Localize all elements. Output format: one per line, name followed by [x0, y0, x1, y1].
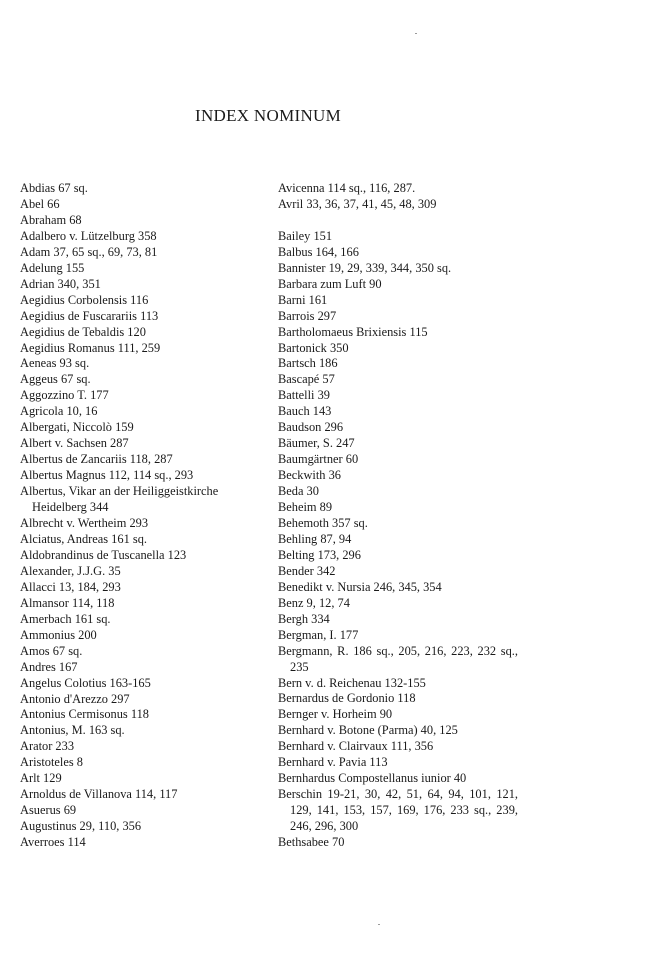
- index-entry: Behemoth 357 sq.: [278, 516, 368, 530]
- index-entry: Albert v. Sachsen 287: [20, 436, 129, 451]
- index-entry: Benz 9, 12, 74: [278, 595, 350, 610]
- index-entry: Bernhard v. Pavia 113: [278, 755, 388, 770]
- index-entry: Bartholomaeus Brixiensis 115: [278, 324, 428, 339]
- index-entry: Bender 342: [278, 563, 336, 578]
- index-entry: Avicenna 114 sq., 116, 287.: [278, 181, 416, 195]
- index-entry: Adalbero v. Lützelburg 358: [20, 228, 157, 243]
- index-entry: Albrecht v. Wertheim 293: [20, 516, 149, 531]
- index-entry: Albertus, Vikar an der Heiliggeistkirche Heidelberg 344: [20, 484, 219, 515]
- index-entry: Andres 167: [20, 659, 78, 674]
- index-entry: Antonius Cermisonus 118: [20, 707, 149, 722]
- index-entry: Baumgärtner 60: [278, 452, 359, 467]
- index-entry: Aegidius Romanus 111, 259: [20, 340, 161, 355]
- index-entry: Belting 173, 296: [278, 547, 361, 562]
- index-entry: Abel 66: [20, 196, 60, 211]
- index-entry: Bernhardus Compostellanus iunior 40: [278, 771, 467, 786]
- index-entry: Beckwith 36: [278, 468, 341, 483]
- index-entry: Asuerus 69: [20, 803, 77, 818]
- index-entry: Bethsabee 70: [278, 835, 345, 850]
- index-entry: Beda 30: [278, 484, 319, 499]
- index-entry: Bannister 19, 29, 339, 344, 350 sq.: [278, 260, 452, 275]
- index-column-left: [20, 181, 264, 851]
- index-entry: Bascapé 57: [278, 372, 335, 387]
- index-entry: Bailey 151: [278, 228, 333, 243]
- index-entry: Beheim 89: [278, 500, 333, 515]
- index-entry: Aggeus 67 sq.: [20, 372, 91, 387]
- index-entry: Bartonick 350: [278, 340, 349, 355]
- index-entry: Bernardus de Gordonio 118: [278, 691, 416, 706]
- index-column-right: [278, 181, 518, 851]
- index-entry: Bäumer, S. 247: [278, 436, 355, 451]
- index-entry: Avril 33, 36, 37, 41, 45, 48, 309: [278, 196, 437, 211]
- index-entry: Ammonius 200: [20, 627, 97, 642]
- index-entry: Abraham 68: [20, 212, 82, 227]
- index-entry: Behling 87, 94: [278, 531, 352, 546]
- index-entry: Bernhard v. Clairvaux 111, 356: [278, 739, 434, 754]
- index-entry: Almansor 114, 118: [20, 595, 115, 610]
- index-entry: Alciatus, Andreas 161 sq.: [20, 531, 147, 546]
- index-entry: Augustinus 29, 110, 356: [20, 819, 142, 834]
- index-entry: Aegidius Corbolensis 116: [20, 292, 149, 307]
- index-entry: Alexander, J.J.G. 35: [20, 563, 121, 578]
- index-entry: Berschin 19-21, 30, 42, 51, 64, 94, 101, 121, 129, 141, 153, 157, 169, 176, 233 sq., 239, 246, 296, 300: [278, 787, 518, 834]
- index-entry: Balbus 164, 166: [278, 244, 359, 259]
- index-entry: Aegidius de Fuscarariis 113: [20, 308, 159, 323]
- index-entry: Albertus Magnus 112, 114 sq., 293: [20, 468, 194, 483]
- index-entry: Bergmann, R. 186 sq., 205, 216, 223, 232 sq., 235: [278, 643, 518, 674]
- index-entry: Barni 161: [278, 292, 328, 307]
- index-entry: Adam 37, 65 sq., 69, 73, 81: [20, 244, 158, 259]
- index-entry: Bartsch 186: [278, 356, 338, 371]
- index-entry: Bergman, I. 177: [278, 627, 359, 642]
- index-entry: Battelli 39: [278, 388, 330, 403]
- index-entry: Bernger v. Horheim 90: [278, 707, 393, 722]
- index-entry: Bauch 143: [278, 404, 332, 419]
- index-entry: Aeneas 93 sq.: [20, 356, 90, 371]
- index-entry: Adrian 340, 351: [20, 276, 101, 291]
- index-entry: Albertus de Zancariis 118, 287: [20, 452, 173, 467]
- index-entry: Bernhard v. Botone (Parma) 40, 125: [278, 723, 458, 738]
- index-entry: Barrois 297: [278, 308, 337, 323]
- index-entry: Abdias 67 sq.: [20, 181, 88, 195]
- letter-group-separator: [278, 213, 518, 229]
- index-entry: Baudson 296: [278, 420, 344, 435]
- index-entry: Albergati, Niccolò 159: [20, 420, 134, 435]
- index-entry: Benedikt v. Nursia 246, 345, 354: [278, 579, 442, 594]
- index-entry: Allacci 13, 184, 293: [20, 579, 121, 594]
- index-entry: Angelus Colotius 163-165: [20, 675, 151, 690]
- index-entry: Adelung 155: [20, 260, 85, 275]
- index-entry: Bergh 334: [278, 611, 330, 626]
- page-title: INDEX NOMINUM: [194, 106, 342, 125]
- index-entry: Arnoldus de Villanova 114, 117: [20, 787, 178, 802]
- index-entry: Aristoteles 8: [20, 755, 83, 770]
- index-entry: Aggozzino T. 177: [20, 388, 109, 403]
- scan-speck: [415, 33, 417, 34]
- index-entry: Arlt 129: [20, 771, 62, 786]
- index-entry: Amos 67 sq.: [20, 643, 83, 658]
- index-entry: Aldobrandinus de Tuscanella 123: [20, 547, 187, 562]
- index-entry: Agricola 10, 16: [20, 404, 98, 419]
- index-entry: Barbara zum Luft 90: [278, 276, 382, 291]
- index-entry: Aegidius de Tebaldis 120: [20, 324, 146, 339]
- index-entry: Antonio d'Arezzo 297: [20, 691, 130, 706]
- index-entry: Antonius, M. 163 sq.: [20, 723, 125, 738]
- scan-speck: [378, 924, 380, 925]
- index-entry: Averroes 114: [20, 835, 86, 850]
- index-entry: Bern v. d. Reichenau 132-155: [278, 675, 426, 690]
- index-entry: Arator 233: [20, 739, 75, 754]
- index-entry: Amerbach 161 sq.: [20, 611, 111, 626]
